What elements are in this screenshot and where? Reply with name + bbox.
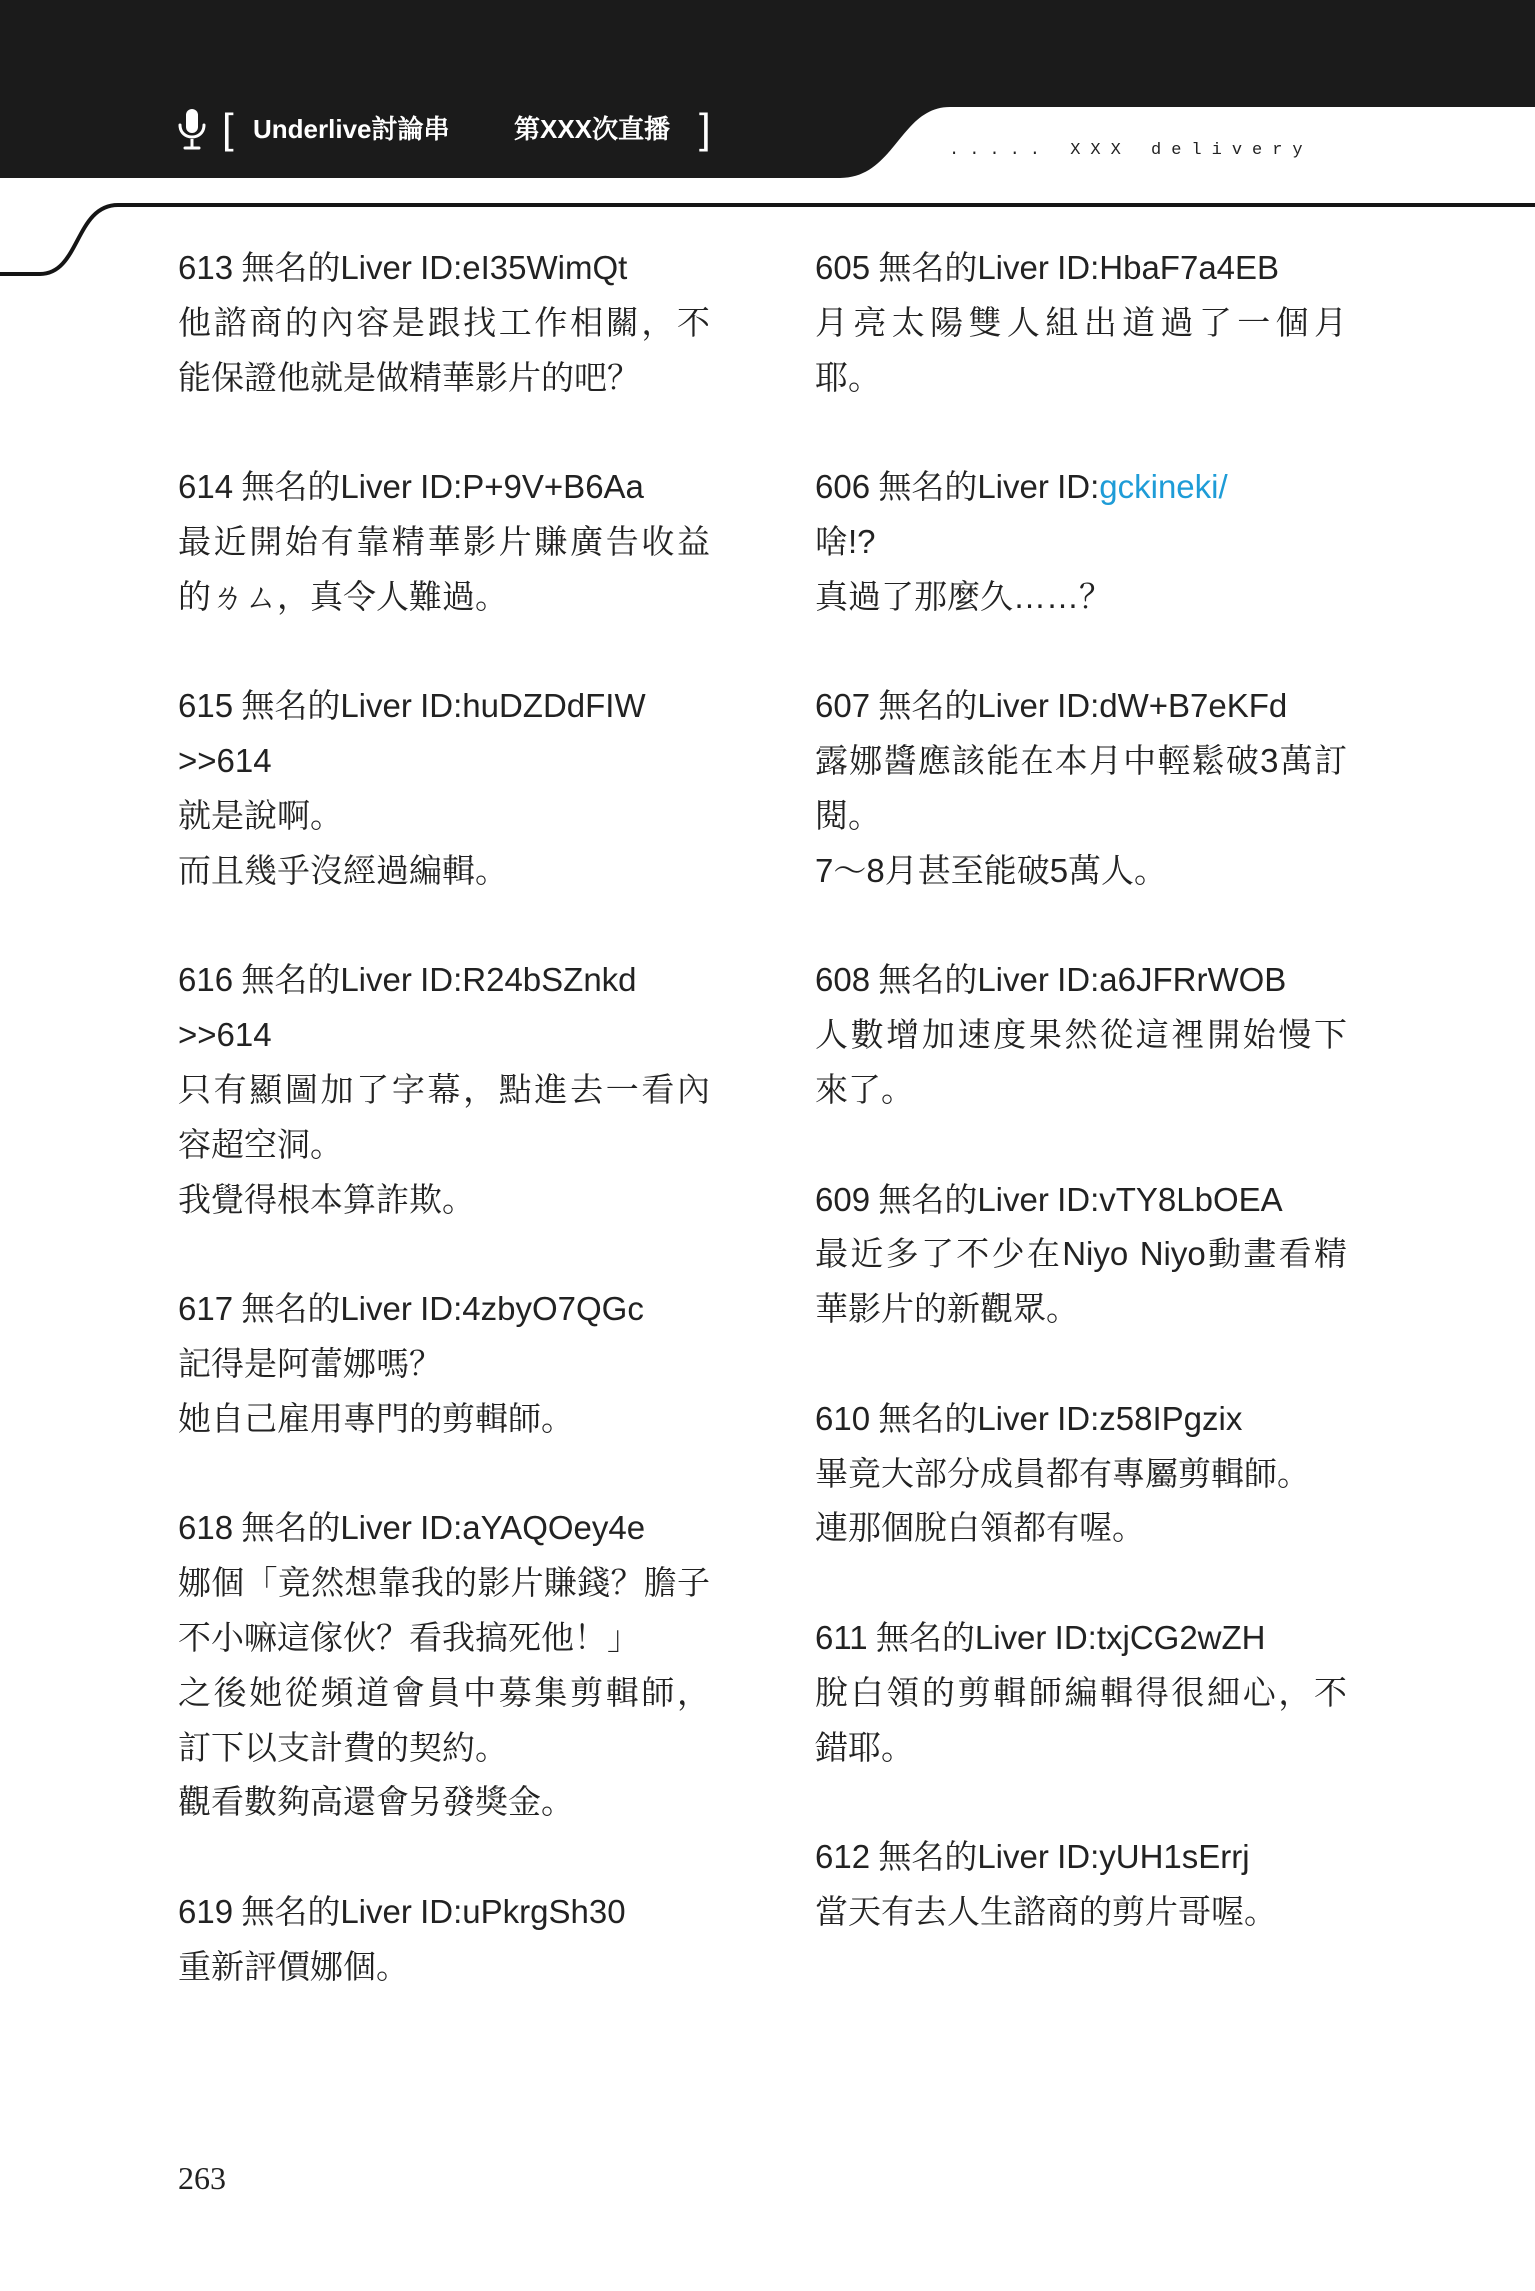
post-number: 618 <box>178 1509 234 1547</box>
post <box>815 1392 1347 1556</box>
post-line: 她自己雇用專門的剪輯師。 <box>178 1399 574 1437</box>
author-name: 無名的Liver <box>241 1509 412 1547</box>
post-header <box>178 241 710 296</box>
post-line: 連那個脫白領都有喔。 <box>815 1509 1145 1547</box>
user-id: eI35WimQt <box>462 249 628 286</box>
author-name: 無名的Liver <box>878 961 1049 999</box>
post-header <box>815 241 1347 296</box>
user-id: huDZDdFIW <box>462 687 646 725</box>
post <box>815 953 1347 1117</box>
post <box>815 1830 1347 1940</box>
post <box>815 1173 1347 1337</box>
post-line: 當天有去人生諮商的剪片哥喔。 <box>815 1892 1277 1930</box>
post-line: 娜個「竟然想靠我的影片賺錢？膽子 <box>178 1564 710 1602</box>
post <box>178 1501 710 1830</box>
author-name: 無名的Liver <box>241 1290 412 1328</box>
user-id: aYAQOey4e <box>462 1509 646 1547</box>
post-line: 容超空洞。 <box>178 1125 343 1163</box>
thread-title: Underlive討論串 <box>253 114 450 144</box>
author-name: 無名的Liver <box>241 249 412 286</box>
post-line: 而且幾乎沒經過編輯。 <box>178 851 508 889</box>
user-id: 4zbyO7QGc <box>462 1290 644 1328</box>
user-id: z58IPgzix <box>1099 1399 1243 1437</box>
post-number: 612 <box>815 1838 871 1876</box>
id-label: ID: <box>420 1290 463 1328</box>
post-line: 閱。 <box>815 796 881 834</box>
user-id: vTY8LbOEA <box>1099 1180 1283 1218</box>
author-name: 無名的Liver <box>241 687 412 725</box>
post-header <box>178 953 710 1008</box>
user-id: uPkrgSh30 <box>462 1892 626 1930</box>
user-id: a6JFRrWOB <box>1099 961 1287 999</box>
post-header <box>815 679 1347 734</box>
user-id: R24bSZnkd <box>462 961 637 999</box>
post <box>178 1885 710 1995</box>
id-label: ID: <box>1057 1838 1100 1876</box>
id-label: ID: <box>1057 468 1100 506</box>
post-line: 露娜醬應該能在本月中輕鬆破3萬訂 <box>815 742 1347 780</box>
post-header <box>178 1501 710 1556</box>
post-line: 畢竟大部分成員都有專屬剪輯師。 <box>815 1454 1310 1492</box>
id-label: ID: <box>420 961 463 999</box>
post-line: >>614 <box>178 742 272 780</box>
post-number: 614 <box>178 468 234 506</box>
id-label: ID: <box>420 468 463 506</box>
author-name: 無名的Liver <box>241 961 412 999</box>
user-id: dW+B7eKFd <box>1099 687 1288 725</box>
post-line: 就是說啊。 <box>178 796 343 834</box>
id-label: ID: <box>1057 687 1100 725</box>
author-name: 無名的Liver <box>878 249 1049 286</box>
post-line: 7～8月甚至能破5萬人。 <box>815 851 1168 889</box>
post-line: 來了。 <box>815 1070 914 1108</box>
post-line: 最近開始有靠精華影片賺廣告收益 <box>178 522 710 560</box>
post-number: 610 <box>815 1399 871 1437</box>
post <box>178 679 710 898</box>
post-line: >>614 <box>178 1016 272 1054</box>
post-line: 之後她從頻道會員中募集剪輯師， <box>178 1673 710 1711</box>
id-label: ID: <box>420 1892 463 1930</box>
post-line: 只有顯圖加了字幕，點進去一看內 <box>178 1070 710 1108</box>
post <box>815 241 1347 405</box>
author-name: 無名的Liver <box>878 468 1049 506</box>
post-number: 606 <box>815 468 871 506</box>
header-bracket-open: [ <box>222 105 234 152</box>
post-line: 能保證他就是做精華影片的吧？ <box>178 358 640 396</box>
post-line: 脫白領的剪輯師編輯得很細心，不 <box>815 1673 1347 1711</box>
id-label: ID: <box>1057 1180 1100 1218</box>
post-line: 最近多了不少在Niyo Niyo動畫看精 <box>815 1235 1347 1273</box>
post-header <box>815 1173 1347 1228</box>
post-header <box>178 679 710 734</box>
id-label: ID: <box>1054 1618 1097 1656</box>
post-header <box>815 1611 1347 1666</box>
post-number: 611 <box>815 1618 868 1656</box>
id-label: ID: <box>1057 961 1100 999</box>
post <box>178 953 710 1227</box>
author-name: 無名的Liver <box>241 1892 412 1930</box>
post <box>815 460 1347 624</box>
user-id: P+9V+B6Aa <box>462 468 644 506</box>
post-line: 人數增加速度果然從這裡開始慢下 <box>815 1016 1347 1054</box>
delivery-tab-text: ..... XXX delivery <box>949 141 1313 160</box>
post-number: 617 <box>178 1290 234 1328</box>
id-label: ID: <box>420 249 463 286</box>
left-column <box>178 241 710 2049</box>
post-header <box>178 1282 710 1337</box>
post-line: 記得是阿蕾娜嗎？ <box>178 1344 442 1382</box>
right-column <box>815 241 1347 1995</box>
post-line: 我覺得根本算詐欺。 <box>178 1180 475 1218</box>
post-header <box>815 1392 1347 1447</box>
post-line: 啥!? <box>815 522 876 560</box>
post <box>815 679 1347 898</box>
post-line: 他諮商的內容是跟找工作相關，不 <box>178 303 710 341</box>
post-header <box>178 1885 710 1940</box>
id-label: ID: <box>420 1509 463 1547</box>
id-label: ID: <box>1057 249 1100 286</box>
author-name: 無名的Liver <box>875 1618 1047 1656</box>
author-name: 無名的Liver <box>878 1838 1049 1876</box>
episode-label: 第XXX次直播 <box>514 114 671 144</box>
user-id: HbaF7a4EB <box>1099 249 1280 286</box>
post <box>178 1282 710 1446</box>
user-id: yUH1sErrj <box>1099 1838 1250 1876</box>
post-line: 真過了那麼久……？ <box>815 577 1112 615</box>
post-line: 月亮太陽雙人組出道過了一個月 <box>815 303 1347 341</box>
post-line: 耶。 <box>815 358 881 396</box>
post-line: 重新評價娜個。 <box>178 1947 409 1985</box>
author-name: 無名的Liver <box>878 1399 1049 1437</box>
post-line: 錯耶。 <box>815 1728 914 1766</box>
microphone-icon <box>176 108 208 150</box>
id-label: ID: <box>420 687 463 725</box>
post-line: 訂下以支計費的契約。 <box>178 1728 508 1766</box>
post-header <box>815 1830 1347 1885</box>
post-number: 615 <box>178 687 234 725</box>
post-number: 608 <box>815 961 871 999</box>
author-name: 無名的Liver <box>878 687 1049 725</box>
post-line: 不小嘛這傢伙？看我搞死他！」 <box>178 1618 640 1656</box>
page-number: 263 <box>178 2160 226 2196</box>
post-number: 607 <box>815 687 871 725</box>
post <box>178 460 710 624</box>
post-number: 609 <box>815 1180 871 1218</box>
author-name: 無名的Liver <box>241 468 412 506</box>
post <box>815 1611 1347 1775</box>
id-label: ID: <box>1057 1399 1100 1437</box>
post-header <box>815 953 1347 1008</box>
post-line: 觀看數夠高還會另發獎金。 <box>178 1783 574 1821</box>
post-number: 613 <box>178 249 234 286</box>
post-number: 619 <box>178 1892 234 1930</box>
user-id: gckineki/ <box>1099 468 1228 506</box>
post-line: 華影片的新觀眾。 <box>815 1290 1079 1328</box>
post-number: 605 <box>815 249 871 286</box>
post-number: 616 <box>178 961 234 999</box>
author-name: 無名的Liver <box>878 1180 1049 1218</box>
post-header <box>815 460 1347 515</box>
post <box>178 241 710 405</box>
header-bracket-close: ] <box>699 105 711 152</box>
post-header <box>178 460 710 515</box>
post-line: 的ㄌㄙ，真令人難過。 <box>178 577 508 615</box>
user-id: txjCG2wZH <box>1096 1618 1266 1656</box>
